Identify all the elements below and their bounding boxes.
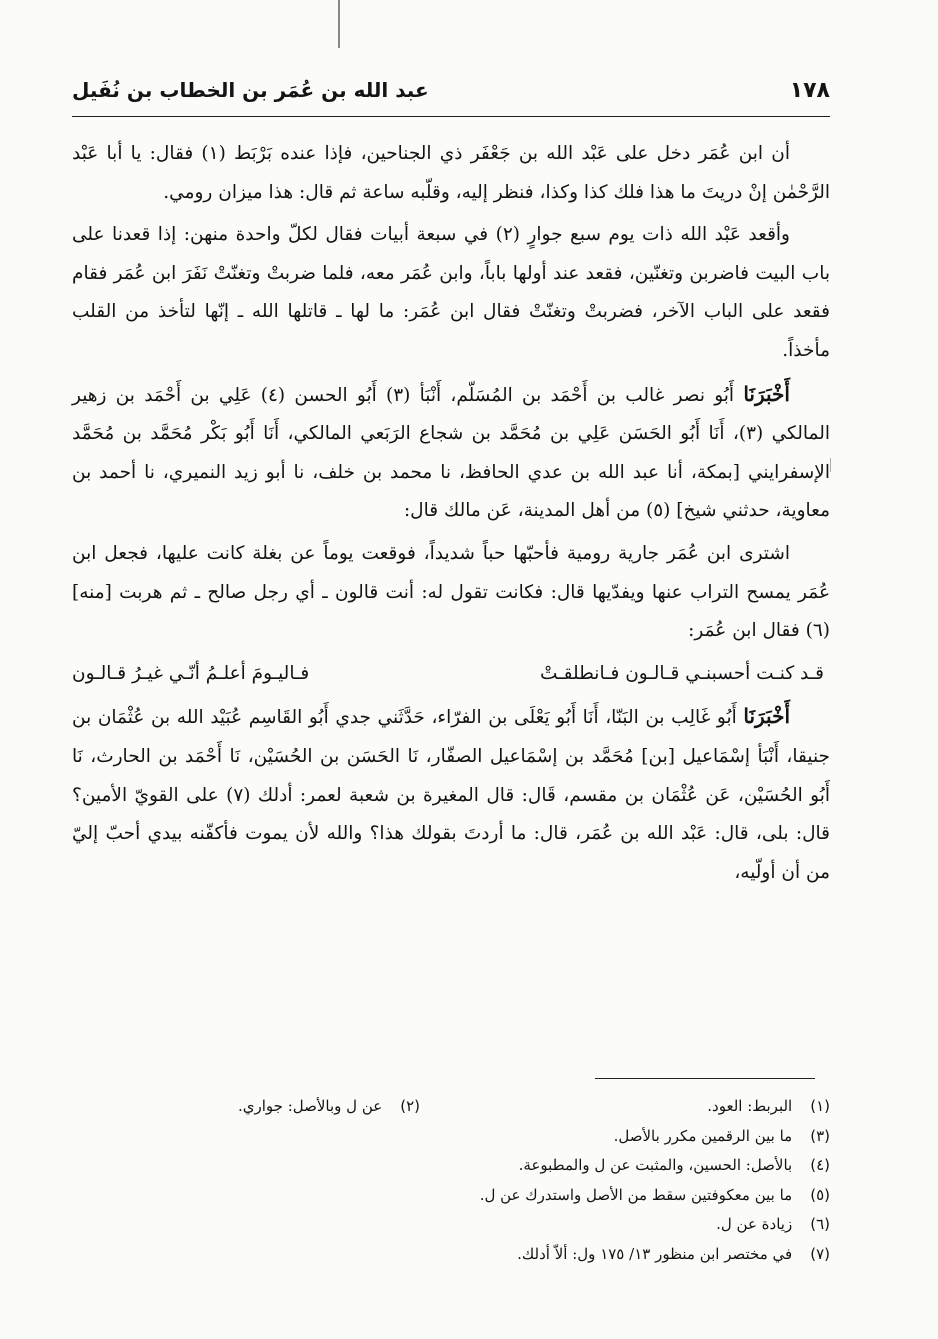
akhbarana-lead: أَخْبَرَنَا	[743, 381, 790, 406]
footnote-text: زيادة عن ل.	[716, 1215, 793, 1233]
header-rule	[72, 116, 830, 117]
paragraph: وأقعد عَبْد الله ذات يوم سبع جوارٍ (٢) في سبعة أبيات فقال لكلّ واحدة منهن: إذا قعدنا على باب البيت فاضربن وتغنّين، فقعد عند أولها باباً، وابن عُمَر معه، فلما ضربتْ وتغنّتْ نَفَرَ ابن عُمَر فقام فقعد على الباب الآخر، فضربتْ وتغنّتْ فقال ابن عُمَر: ما لها ـ قاتلها الله ـ إنّها لتأخذ من القلب مأخذاً.	[72, 224, 830, 361]
page-number: ١٧٨	[789, 77, 830, 103]
footnote-text: بالأصل: الحسين، والمثبت عن ل والمطبوعة.	[518, 1156, 793, 1174]
footnote-text: ما بين الرقمين مكرر بالأصل.	[613, 1126, 793, 1145]
footnote-number: (٥)	[810, 1185, 830, 1204]
footnote-text: عن ل وبالأصل: جواري.	[238, 1097, 383, 1115]
footnote	[420, 1092, 830, 1122]
page-header	[72, 68, 830, 112]
footnote-number: (٢)	[400, 1097, 420, 1115]
running-title: عبد الله بن عُمَر بن الخطاب بن نُفَيل	[72, 78, 429, 102]
footnote	[238, 1092, 420, 1122]
footnote-number: (١)	[810, 1097, 830, 1115]
footnote-text: ما بين معكوفتين سقط من الأصل واستدرك عن ل.	[479, 1185, 793, 1204]
poem-verse	[72, 655, 830, 694]
footnote-rule	[595, 1078, 815, 1079]
scan-mark	[830, 458, 831, 472]
footnote	[72, 1210, 830, 1240]
footnote-number: (٧)	[810, 1244, 830, 1263]
akhbarana-lead: أَخْبَرَنَا	[743, 704, 791, 729]
footnote-number: (٦)	[810, 1215, 830, 1233]
footnote-number: (٤)	[810, 1156, 830, 1174]
footnote	[72, 1181, 830, 1211]
scan-mark	[338, 0, 340, 48]
footnote-text: البربط: العود.	[707, 1097, 793, 1115]
paragraph: اشترى ابن عُمَر جارية رومية فأحبّها حباً شديداً، فوقعت يوماً عن بغلة كانت عليها، فجعل ابن عُمَر يمسح التراب عنها ويفدّيها قال: فكانت تقول له: أنت قالون ـ أي رجل صالح ـ ثم هربت [منه] (٦) فقال ابن عُمَر:	[72, 542, 830, 642]
footnote-number: (٣)	[810, 1126, 830, 1145]
main-text	[72, 135, 830, 892]
verse-first-hemistich: قـد كنـت أحسبنـي قـالـون فـانطلقـتْ	[540, 662, 824, 684]
paragraph: أن ابن عُمَر دخل على عَبْد الله بن جَعْفَر ذي الجناحين، فإذا عنده بَرْبَط (١) فقال: يا أبا عَبْد الرَّحْمٰن إنْ دريتَ ما هذا فلك كذا وكذا، فنظر إليه، وقلّبه ساعة ثم قال: هذا ميزان رومي.	[72, 143, 830, 203]
paragraph: أَخْبَرَنَا أَبُو غَالِب بن البَنّا، أَنَا أَبُو يَعْلَى بن الفرّاء، حَدَّثَني جدي أَبُو القَاسِم عُبَيْد الله بن عُثْمَان بن جنيقا، أَنْبَأ إسْمَاعيل [بن] مُحَمَّد بن إسْمَاعيل الصفّار، نَا الحَسَن بن الحُسَيْن، نَا أَحْمَد بن الحارث، نَا أَبُو الحُسَيْن، عَن عُثْمَان بن مقسم، قَال: قال المغيرة بن شعبة لعمر: أدلك (٧) على القويّ الأمين؟ قال: بلى، قال: عَبْد الله بن عُمَر، قال: ما أردتَ بقولك هذا؟ والله لأن يموت فأكفّنه بيدي أحبّ إليّ من أن أولّيه،	[72, 704, 831, 883]
footnote	[72, 1151, 830, 1181]
paragraph: أَخْبَرَنَا أَبُو نصر غالب بن أَحْمَد بن المُسَلّم، أَنْبَأ (٣) أَبُو الحسن (٤) عَلِي بن أَحْمَد بن زهير المالكي (٣)، أَنَا أَبُو الحَسَن عَلِي بن مُحَمَّد بن شجاع الرَبَعي المالكي، أَنَا أَبُو بَكْر مُحَمَّد بن مُحَمَّد الإسفرايني [بمكة، أنا عبد الله بن عدي الحافظ، نا محمد بن خلف، نا أبو زيد النميري، نا أحمد بن معاوية، حدثني شيخ] (٥) من أهل المدينة، عَن مالك قال:	[72, 381, 831, 522]
verse-second-hemistich: فـاليـومَ أعلـمُ أنّـي غيـرُ قـالـون	[72, 662, 310, 684]
footnote	[72, 1122, 830, 1152]
footnotes	[72, 1092, 830, 1269]
footnote-text: في مختصر ابن منظور ١٣/ ١٧٥ ول: ألاّ أدلك.	[517, 1244, 793, 1263]
footnote	[72, 1240, 830, 1270]
